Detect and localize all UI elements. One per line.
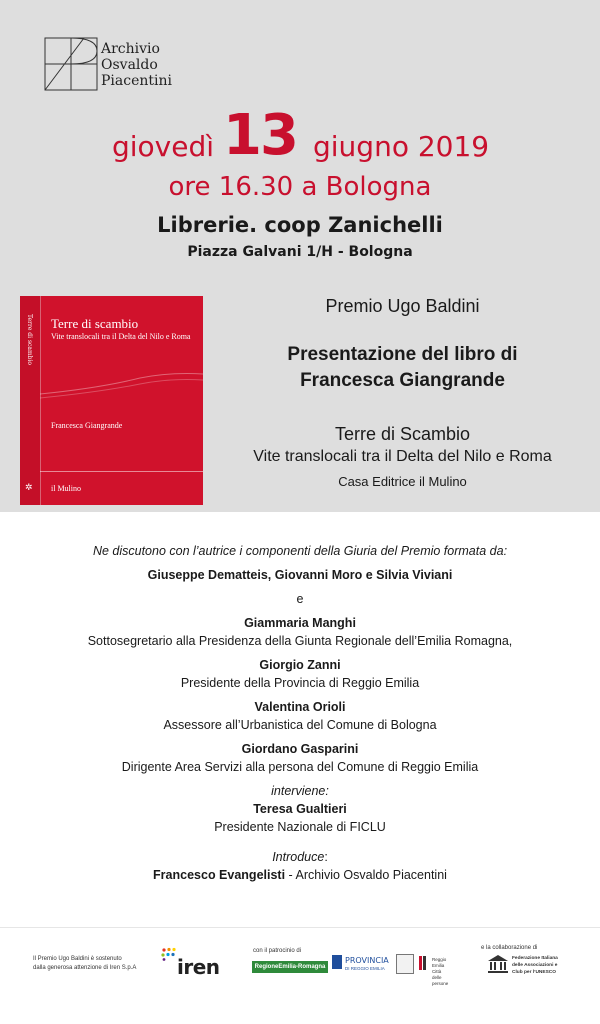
speaker-role: Dirigente Area Servizi alla persona del Comune di Reggio Emilia: [121, 760, 479, 774]
event-time-place: ore 16.30 a Bologna: [168, 172, 432, 202]
program: [0, 542, 600, 884]
book-cover-wave-graphic: [40, 366, 203, 406]
province-shield-icon: [332, 955, 342, 969]
footer-divider: [0, 927, 600, 928]
speaker-item: [0, 698, 600, 734]
book-cover-title: Terre di scambio: [51, 316, 139, 331]
event-venue: Librerie. coop Zanichelli: [157, 213, 443, 237]
unesco-temple-icon: [487, 954, 509, 974]
reggio-emilia-text: [432, 957, 458, 987]
reggio-line-3: delle persone: [432, 975, 449, 986]
presentation-heading-line-2: Francesca Giangrande: [300, 370, 505, 391]
event-day-number: 13: [223, 103, 297, 168]
book-subtitle: Vite translocali tra il Delta del Nilo e Roma: [253, 448, 552, 465]
sponsor-note-line-1: Il Premio Ugo Baldini è sostenuto: [33, 956, 122, 962]
speaker-item: [0, 740, 600, 776]
province-sub: DI REGGIO EMILIA: [345, 966, 385, 971]
speaker-item: [0, 614, 600, 650]
reggio-emilia-mark-icon: [418, 955, 430, 971]
book-cover-publisher: il Mulino: [51, 484, 82, 493]
collaboration-label: e la collaborazione di: [481, 945, 538, 951]
introduces-org: - Archivio Osvaldo Piacentini: [285, 868, 447, 882]
sponsor-note-line-2: dalla generosa attenzione di Iren S.p.A: [33, 965, 137, 971]
book-cover-spine-title: Terre di scambio: [26, 314, 33, 366]
speaker-name: Valentina Orioli: [254, 700, 346, 714]
book-cover-spine: [20, 296, 41, 505]
province-name: PROVINCIA: [345, 956, 389, 965]
presentation-heading: [215, 342, 590, 394]
book-publisher: Casa Editrice il Mulino: [338, 474, 467, 489]
fed-line-2: delle Associazioni e: [512, 962, 558, 968]
speaker-item: [0, 656, 600, 692]
intervenes-name: Teresa Gualtieri: [253, 802, 347, 816]
archivio-logo-mark-icon: [44, 37, 98, 91]
conjunction: e: [296, 592, 304, 606]
reggio-emilia-logo: [418, 955, 458, 986]
introduces-label-line: [0, 848, 600, 866]
iren-wordmark: iren: [177, 955, 220, 979]
province-reggio-logo: [332, 953, 388, 975]
event-month-year: giugno 2019: [313, 130, 490, 163]
presentation-heading-line-1: Presentazione del libro di: [287, 344, 518, 365]
event-address: Piazza Galvani 1/H - Bologna: [187, 244, 413, 260]
book-cover-rule: [40, 471, 203, 472]
fed-line-1: Federazione Italiana: [512, 956, 558, 961]
archivio-logo: [44, 37, 194, 95]
region-emilia-romagna-logo: RegioneEmilia-Romagna: [252, 961, 328, 973]
logo-line-2: Osvaldo: [101, 57, 158, 73]
speaker-role: Assessore all’Urbanistica del Comune di Bologna: [163, 718, 437, 732]
book-cover-subtitle: Vite translocali tra il Delta del Nilo e Roma: [51, 332, 191, 341]
speaker-role: Presidente della Provincia di Reggio Emilia: [180, 676, 420, 690]
ficlu-logo-text: [512, 955, 582, 975]
program-intro: Ne discutono con l’autrice i componenti della Giuria del Premio formata da:: [92, 544, 508, 558]
speaker-name: Giordano Gasparini: [241, 742, 359, 756]
publisher-logo-icon: ✲: [25, 482, 33, 492]
reggio-line-2: Città: [432, 969, 442, 974]
event-date: [0, 103, 600, 168]
introduces-line: [0, 866, 600, 884]
reggio-line-1: Reggio Emilia: [432, 957, 447, 968]
book-title: Terre di Scambio: [334, 424, 471, 444]
speaker-name: Giammaria Manghi: [244, 616, 356, 630]
event-day-name: giovedì: [112, 130, 215, 163]
book-cover-author: Francesca Giangrande: [51, 421, 123, 430]
patronage-label: con il patrocinio di: [253, 948, 302, 954]
book-cover-image: [20, 296, 203, 505]
intervenes-label: interviene:: [271, 784, 329, 798]
logo-line-3: Piacentini: [101, 73, 172, 89]
sponsor-note: [33, 955, 136, 973]
jury-members: Giuseppe Dematteis, Giovanni Moro e Silvia Viviani: [147, 568, 453, 582]
iren-logo: [161, 947, 231, 977]
speaker-name: Giorgio Zanni: [259, 658, 341, 672]
speaker-role: Sottosegretario alla Presidenza della Giunta Regionale dell’Emilia Romagna,: [87, 634, 513, 648]
archivio-logo-text: [101, 41, 172, 89]
municipal-crest-icon: [396, 954, 414, 974]
introduces-colon: :: [324, 850, 328, 864]
fed-line-3: Club per l’UNESCO: [512, 969, 556, 975]
intervenes-role: Presidente Nazionale di FICLU: [214, 820, 386, 834]
logo-line-1: Archivio: [101, 41, 160, 57]
introduces-label: Introduce: [272, 850, 325, 864]
introduces-name: Francesco Evangelisti: [153, 868, 286, 882]
prize-name: Premio Ugo Baldini: [325, 296, 480, 316]
